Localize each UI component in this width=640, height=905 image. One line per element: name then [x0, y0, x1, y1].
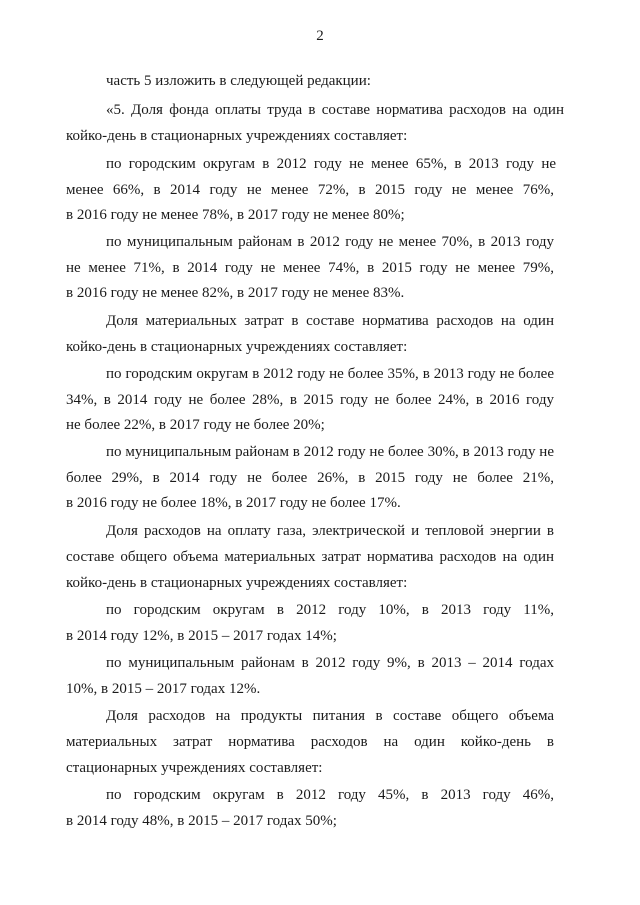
text-line: в 2014 году 12%, в 2015 – 2017 годах 14%; [66, 628, 337, 644]
text-line: материальных затрат норматива расходов на один койко-день в [66, 734, 554, 750]
text-line: стационарных учреждениях составляет: [66, 760, 323, 776]
text-line: не менее 71%, в 2014 году не менее 74%, в 2015 году не менее 79%, [66, 260, 554, 276]
text-line: койко-день в стационарных учреждениях составляет: [66, 575, 408, 591]
text-line: койко-день в стационарных учреждениях составляет: [66, 128, 408, 144]
text-line: в 2016 году не менее 78%, в 2017 году не менее 80%; [66, 207, 405, 223]
text-line: в 2016 году не менее 82%, в 2017 году не менее 83%. [66, 285, 405, 301]
text-line: более 29%, в 2014 году не более 26%, в 2015 году не более 21%, [66, 470, 554, 486]
text-line: составе общего объема материальных затрат норматива расходов на один [66, 549, 554, 565]
text-line: по муниципальным районам в 2012 году не более 30%, в 2013 году не [106, 444, 554, 460]
text-line: в 2014 году 48%, в 2015 – 2017 годах 50%; [66, 813, 337, 829]
text-line: Доля расходов на оплату газа, электрической и тепловой энергии в [106, 523, 554, 539]
text-line: по городским округам в 2012 году 45%, в 2013 году 46%, [106, 787, 554, 803]
page-number: 2 [316, 28, 324, 44]
text-line: по муниципальным районам в 2012 году 9%, в 2013 – 2014 годах [106, 655, 554, 671]
text-line: часть 5 изложить в следующей редакции: [106, 73, 371, 89]
text-line: по городским округам в 2012 году не более 35%, в 2013 году не более [106, 366, 554, 382]
text-line: Доля материальных затрат в составе норматива расходов на один [106, 313, 554, 329]
text-line: 34%, в 2014 году не более 28%, в 2015 году не более 24%, в 2016 году [66, 392, 554, 408]
text-line: по городским округам в 2012 году 10%, в 2013 году 11%, [106, 602, 554, 618]
text-line: по муниципальным районам в 2012 году не менее 70%, в 2013 году [106, 234, 554, 250]
text-line: койко-день в стационарных учреждениях составляет: [66, 339, 408, 355]
text-line: по городским округам в 2012 году не менее 65%, в 2013 году не [106, 156, 556, 172]
text-line: в 2016 году не более 18%, в 2017 году не более 17%. [66, 495, 401, 511]
text-line: не более 22%, в 2017 году не более 20%; [66, 417, 325, 433]
text-line: «5. Доля фонда оплаты труда в составе норматива расходов на один [106, 102, 564, 118]
text-line: менее 66%, в 2014 году не менее 72%, в 2015 году не менее 76%, [66, 182, 554, 198]
text-line: 10%, в 2015 – 2017 годах 12%. [66, 681, 261, 697]
text-line: Доля расходов на продукты питания в составе общего объема [106, 708, 554, 724]
